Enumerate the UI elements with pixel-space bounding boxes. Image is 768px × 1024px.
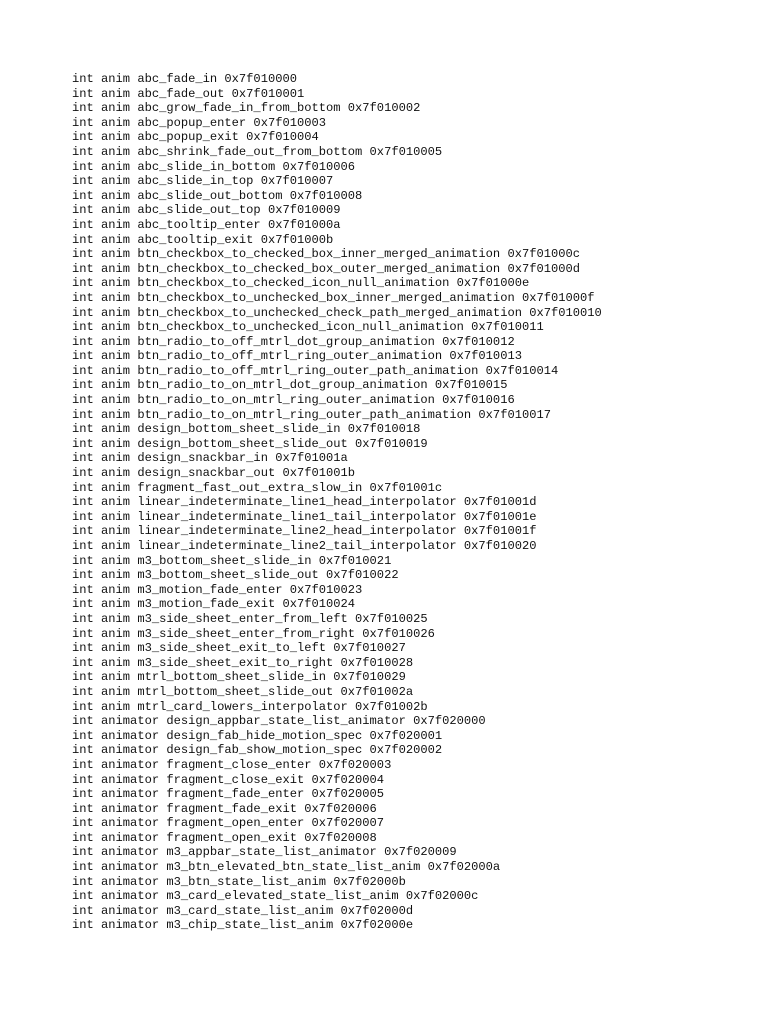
- resource-line: int anim btn_radio_to_on_mtrl_ring_outer_animation 0x7f010016: [72, 393, 515, 408]
- resource-line: int animator m3_card_state_list_anim 0x7f02000d: [72, 903, 414, 918]
- resource-line: int anim abc_tooltip_exit 0x7f01000b: [72, 232, 334, 247]
- resource-line: int anim design_snackbar_out 0x7f01001b: [72, 466, 356, 481]
- resource-line: int anim m3_bottom_sheet_slide_in 0x7f010021: [72, 553, 392, 568]
- resource-line: int anim btn_checkbox_to_unchecked_check_path_merged_animation 0x7f010010: [72, 305, 602, 320]
- resource-line: int animator fragment_fade_enter 0x7f020005: [72, 787, 385, 802]
- resource-line: int animator fragment_open_enter 0x7f020007: [72, 816, 385, 831]
- resource-line: int anim btn_checkbox_to_checked_icon_null_animation 0x7f01000e: [72, 276, 530, 291]
- resource-line: int anim design_bottom_sheet_slide_in 0x7f010018: [72, 422, 421, 437]
- resource-line: int anim btn_radio_to_off_mtrl_ring_outer_animation 0x7f010013: [72, 349, 522, 364]
- resource-line: int anim mtrl_bottom_sheet_slide_in 0x7f010029: [72, 670, 406, 685]
- resource-line: int anim m3_side_sheet_enter_from_left 0x7f010025: [72, 611, 428, 626]
- resource-line: int anim m3_bottom_sheet_slide_out 0x7f010022: [72, 568, 399, 583]
- resource-line: int anim mtrl_card_lowers_interpolator 0x7f01002b: [72, 699, 428, 714]
- resource-line: int animator fragment_open_exit 0x7f020008: [72, 830, 377, 845]
- resource-line: int anim abc_shrink_fade_out_from_bottom 0x7f010005: [72, 144, 443, 159]
- resource-line: int anim abc_grow_fade_in_from_bottom 0x7f010002: [72, 101, 421, 116]
- resource-line: int animator design_fab_show_motion_spec 0x7f020002: [72, 743, 443, 758]
- resource-line: int anim abc_slide_in_bottom 0x7f010006: [72, 159, 356, 174]
- resource-line: int anim btn_checkbox_to_unchecked_icon_null_animation 0x7f010011: [72, 320, 544, 335]
- resource-line: int anim linear_indeterminate_line1_tail_interpolator 0x7f01001e: [72, 509, 537, 524]
- resource-line: int anim m3_side_sheet_enter_from_right 0x7f010026: [72, 626, 435, 641]
- resource-line: int animator m3_chip_state_list_anim 0x7f02000e: [72, 918, 414, 933]
- resource-line: int anim abc_slide_out_bottom 0x7f010008: [72, 188, 363, 203]
- resource-line: int anim btn_checkbox_to_checked_box_inner_merged_animation 0x7f01000c: [72, 247, 581, 262]
- resource-line: int animator design_appbar_state_list_animator 0x7f020000: [72, 714, 486, 729]
- resource-id-list: [72, 72, 752, 933]
- resource-line: int animator fragment_fade_exit 0x7f020006: [72, 801, 377, 816]
- resource-line: int anim m3_motion_fade_enter 0x7f010023: [72, 582, 363, 597]
- resource-line: int anim btn_checkbox_to_unchecked_box_inner_merged_animation 0x7f01000f: [72, 290, 595, 305]
- resource-line: int anim design_snackbar_in 0x7f01001a: [72, 451, 348, 466]
- resource-line: int anim mtrl_bottom_sheet_slide_out 0x7f01002a: [72, 684, 414, 699]
- resource-line: int animator fragment_close_enter 0x7f020003: [72, 757, 392, 772]
- resource-line: int anim btn_checkbox_to_checked_box_outer_merged_animation 0x7f01000d: [72, 261, 581, 276]
- resource-line: int anim btn_radio_to_off_mtrl_dot_group_animation 0x7f010012: [72, 334, 515, 349]
- resource-line: int anim design_bottom_sheet_slide_out 0x7f010019: [72, 436, 428, 451]
- resource-line: int anim abc_fade_out 0x7f010001: [72, 86, 305, 101]
- resource-line: int anim abc_popup_enter 0x7f010003: [72, 115, 327, 130]
- resource-line: int animator fragment_close_exit 0x7f020004: [72, 772, 385, 787]
- resource-line: int animator m3_btn_elevated_btn_state_list_anim 0x7f02000a: [72, 860, 501, 875]
- resource-line: int anim abc_tooltip_enter 0x7f01000a: [72, 217, 341, 232]
- resource-line: int anim linear_indeterminate_line2_tail_interpolator 0x7f010020: [72, 539, 537, 553]
- resource-line: int anim linear_indeterminate_line2_head_interpolator 0x7f01001f: [72, 524, 537, 539]
- resource-line: int anim m3_motion_fade_exit 0x7f010024: [72, 597, 356, 612]
- resource-line: int anim abc_slide_in_top 0x7f010007: [72, 174, 334, 189]
- resource-line: int anim btn_radio_to_on_mtrl_dot_group_animation 0x7f010015: [72, 378, 508, 393]
- resource-line: int anim linear_indeterminate_line1_head_interpolator 0x7f01001d: [72, 495, 537, 510]
- resource-line: int anim m3_side_sheet_exit_to_left 0x7f010027: [72, 641, 406, 656]
- resource-line: int anim abc_popup_exit 0x7f010004: [72, 130, 319, 145]
- resource-line: int anim fragment_fast_out_extra_slow_in 0x7f01001c: [72, 480, 443, 495]
- resource-line: int anim btn_radio_to_on_mtrl_ring_outer_path_animation 0x7f010017: [72, 407, 551, 422]
- resource-line: int anim m3_side_sheet_exit_to_right 0x7f010028: [72, 655, 414, 670]
- resource-line: int anim abc_slide_out_top 0x7f010009: [72, 203, 341, 218]
- resource-line: int animator design_fab_hide_motion_spec 0x7f020001: [72, 728, 443, 743]
- resource-line: int animator m3_btn_state_list_anim 0x7f02000b: [72, 874, 406, 889]
- resource-line: int anim btn_radio_to_off_mtrl_ring_outer_path_animation 0x7f010014: [72, 363, 559, 378]
- resource-line: int anim abc_fade_in 0x7f010000: [72, 72, 297, 86]
- resource-line: int animator m3_appbar_state_list_animator 0x7f020009: [72, 845, 457, 860]
- resource-line: int animator m3_card_elevated_state_list_anim 0x7f02000c: [72, 889, 479, 904]
